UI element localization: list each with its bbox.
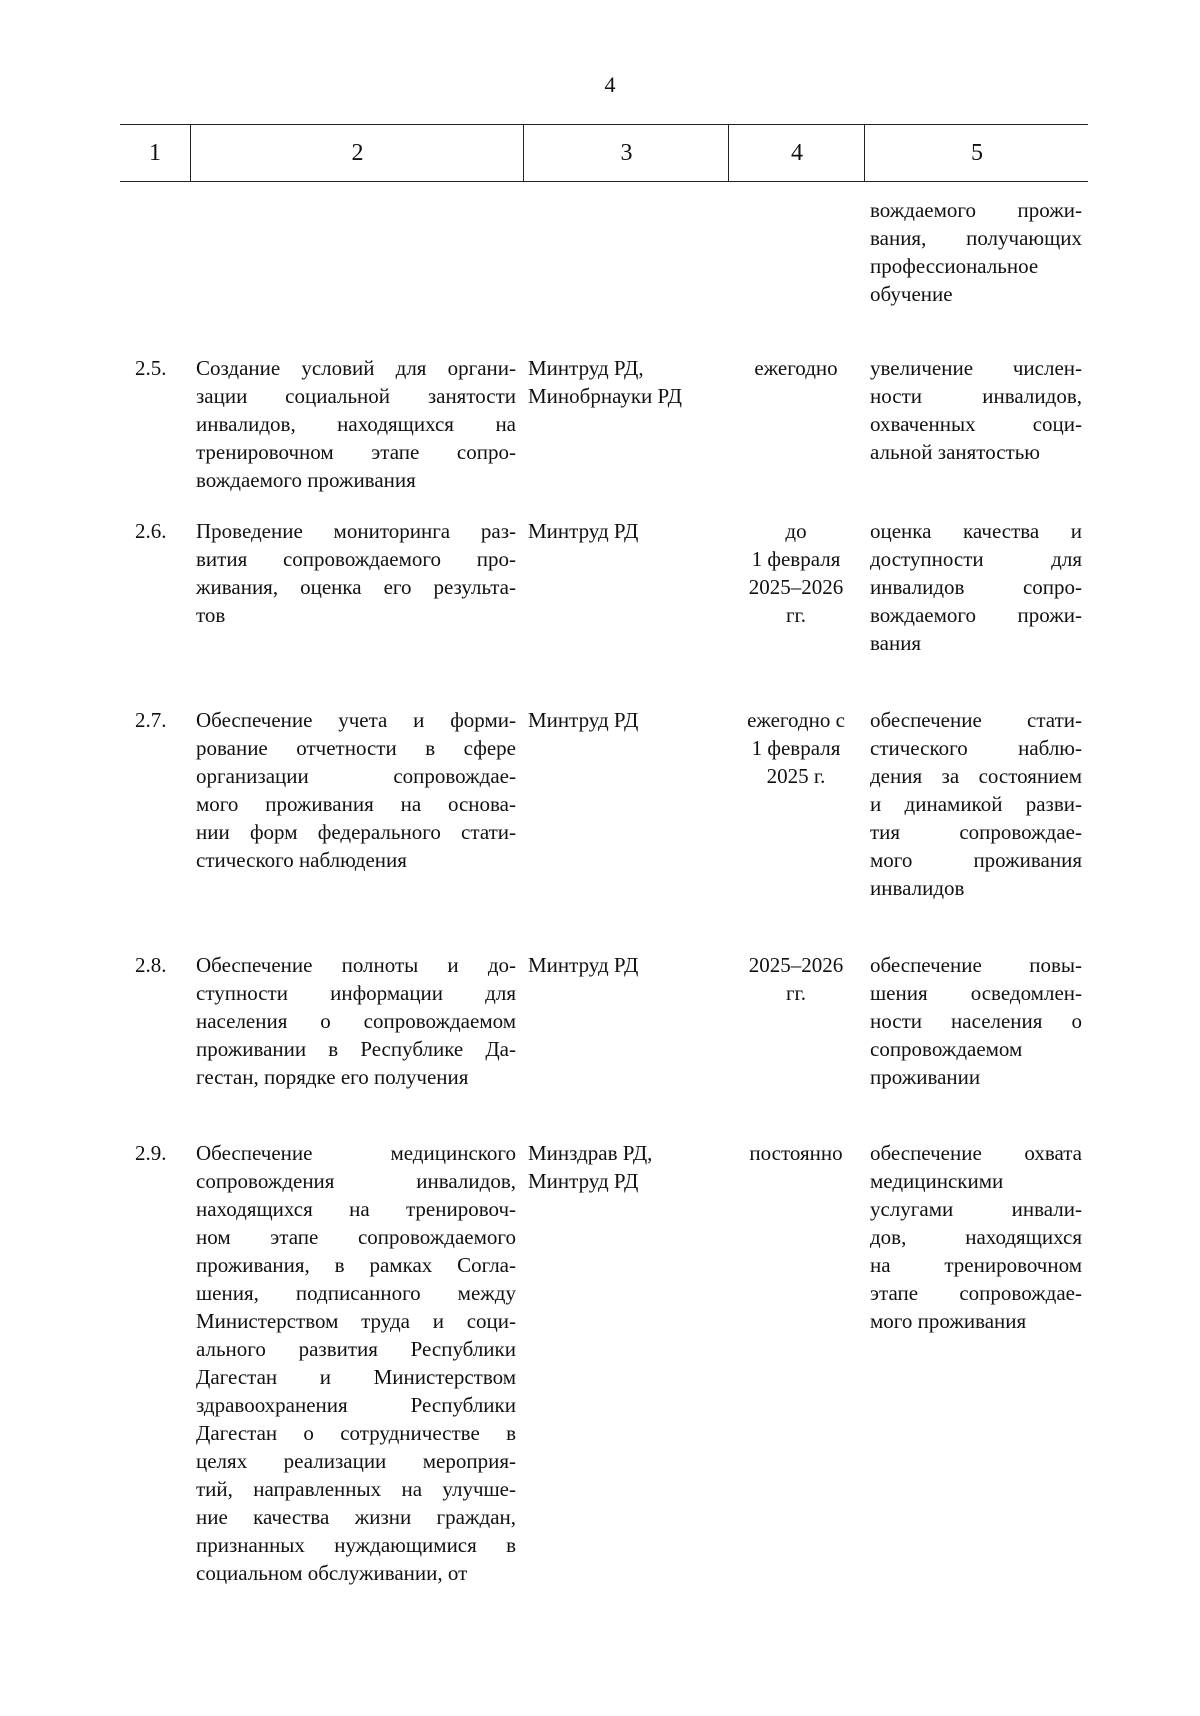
text-line: инвалидов, находящихся на (196, 412, 516, 436)
text-line: инвалидов сопро- (870, 575, 1082, 599)
measure-name (196, 951, 516, 1091)
text-line: шения, подписанного между (196, 1281, 516, 1305)
text-line: дения за состоянием (870, 764, 1082, 788)
result-cell (870, 196, 1082, 308)
text-line: гестан, порядке его получения (196, 1065, 469, 1089)
text-line: Проведение мониторинга раз- (196, 519, 516, 543)
text-line: Минтруд РД (528, 1169, 639, 1193)
text-line: Минтруд РД (528, 519, 639, 543)
text-line: 1 февраля (751, 736, 841, 760)
text-line: вания (870, 631, 922, 655)
text-line: ности инвалидов, (870, 384, 1082, 408)
term-cell (736, 517, 856, 629)
executor-cell (528, 1139, 728, 1195)
text-line: ном этапе сопровождаемого (196, 1225, 516, 1249)
text-line: гг. (785, 981, 807, 1005)
text-line: вождаемого прожи- (870, 198, 1082, 222)
text-line: мого проживания (870, 848, 1082, 872)
term-cell (736, 706, 856, 790)
text-line: Дагестан о сотрудничестве в (196, 1421, 516, 1445)
row-number: 2.8. (135, 953, 167, 977)
text-line: ежегодно с (747, 708, 845, 732)
text-line: проживании (870, 1065, 981, 1089)
result-cell (870, 951, 1082, 1091)
table-header (120, 124, 1088, 182)
result-cell (870, 706, 1082, 902)
row-number: 2.5. (135, 356, 167, 380)
text-line: ние качества жизни граждан, (196, 1505, 516, 1529)
text-line: инвалидов (870, 876, 965, 900)
term-cell (736, 354, 856, 382)
text-line: вождаемого прожи- (870, 603, 1082, 627)
header-col-3: 3 (523, 125, 729, 181)
text-line: 2025 г. (766, 764, 826, 788)
text-line: ежегодно (754, 356, 838, 380)
text-line: социальном обслуживании, от (196, 1561, 468, 1585)
text-line: находящихся на тренировоч- (196, 1197, 516, 1221)
text-line: постоянно (749, 1141, 843, 1165)
text-line: Создание условий для органи- (196, 356, 516, 380)
text-line: здравоохранения Республики (196, 1393, 516, 1417)
text-line: ступности информации для (196, 981, 516, 1005)
executor-cell (528, 354, 728, 410)
text-line: проживания, в рамках Согла- (196, 1253, 516, 1277)
text-line: оценка качества и (870, 519, 1082, 543)
text-line: Минобрнауки РД (528, 384, 682, 408)
text-line: увеличение числен- (870, 356, 1082, 380)
result-cell (870, 354, 1082, 466)
text-line: Дагестан и Министерством (196, 1365, 516, 1389)
text-line: обеспечение охвата (870, 1141, 1082, 1165)
executor-cell (528, 951, 728, 979)
text-line: тренировочном этапе сопро- (196, 440, 516, 464)
text-line: стического наблюдения (196, 848, 407, 872)
result-cell (870, 1139, 1082, 1335)
page-number: 4 (604, 72, 616, 97)
text-line: обучение (870, 282, 953, 306)
row-number: 2.7. (135, 708, 167, 732)
text-line: вождаемого проживания (196, 468, 416, 492)
text-line: вития сопровождаемого про- (196, 547, 516, 571)
measure-name (196, 706, 516, 874)
text-line: медицинскими (870, 1169, 1004, 1193)
text-line: Министерством труда и соци- (196, 1309, 516, 1333)
measure-name (196, 517, 516, 629)
header-col-2: 2 (190, 125, 524, 181)
text-line: ности населения о (870, 1009, 1082, 1033)
text-line: Обеспечение учета и форми- (196, 708, 516, 732)
text-line: организации сопровождае- (196, 764, 516, 788)
executor-cell (528, 706, 728, 734)
text-line: на тренировочном (870, 1253, 1082, 1277)
text-line: обеспечение повы- (870, 953, 1082, 977)
text-line: целях реализации мероприя- (196, 1449, 516, 1473)
text-line: Минтруд РД (528, 953, 639, 977)
term-cell (736, 1139, 856, 1167)
text-line: гг. (785, 603, 807, 627)
text-line: 2025–2026 (748, 575, 844, 599)
text-line: Минтруд РД (528, 708, 639, 732)
text-line: профессиональное (870, 254, 1039, 278)
text-line: признанных нуждающимися в (196, 1533, 516, 1557)
measure-name (196, 1139, 516, 1587)
text-line: населения о сопровождаемом (196, 1009, 516, 1033)
text-line: Обеспечение полноты и до- (196, 953, 516, 977)
row-number: 2.9. (135, 1141, 167, 1165)
text-line: мого проживания (870, 1309, 1027, 1333)
executor-cell (528, 517, 728, 545)
text-line: шения осведомлен- (870, 981, 1082, 1005)
text-line: вания, получающих (870, 226, 1082, 250)
text-line: альной занятостью (870, 440, 1040, 464)
text-line: рование отчетности в сфере (196, 736, 516, 760)
text-line: 2025–2026 (748, 953, 844, 977)
term-cell (736, 951, 856, 1007)
text-line: ального развития Республики (196, 1337, 516, 1361)
text-line: стического наблю- (870, 736, 1082, 760)
text-line: до (785, 519, 807, 543)
text-line: обеспечение стати- (870, 708, 1082, 732)
text-line: охваченных соци- (870, 412, 1082, 436)
result-cell (870, 517, 1082, 657)
text-line: услугами инвали- (870, 1197, 1082, 1221)
header-col-4: 4 (728, 125, 865, 181)
text-line: и динамикой разви- (870, 792, 1082, 816)
text-line: дов, находящихся (870, 1225, 1082, 1249)
text-line: Обеспечение медицинского (196, 1141, 516, 1165)
text-line: этапе сопровождае- (870, 1281, 1082, 1305)
text-line: зации социальной занятости (196, 384, 516, 408)
text-line: 1 февраля (751, 547, 841, 571)
text-line: сопровождения инвалидов, (196, 1169, 516, 1193)
text-line: Минздрав РД, (528, 1141, 653, 1165)
text-line: Минтруд РД, (528, 356, 644, 380)
text-line: сопровождаемом (870, 1037, 1023, 1061)
text-line: мого проживания на основа- (196, 792, 516, 816)
row-number: 2.6. (135, 519, 167, 543)
text-line: проживании в Республике Да- (196, 1037, 516, 1061)
text-line: доступности для (870, 547, 1082, 571)
text-line: нии форм федерального стати- (196, 820, 516, 844)
text-line: тий, направленных на улучше- (196, 1477, 516, 1501)
header-col-1: 1 (149, 140, 161, 166)
text-line: тов (196, 603, 226, 627)
text-line: живания, оценка его результа- (196, 575, 516, 599)
header-col-5: 5 (864, 125, 1089, 181)
text-line: тия сопровождае- (870, 820, 1082, 844)
measure-name (196, 354, 516, 494)
